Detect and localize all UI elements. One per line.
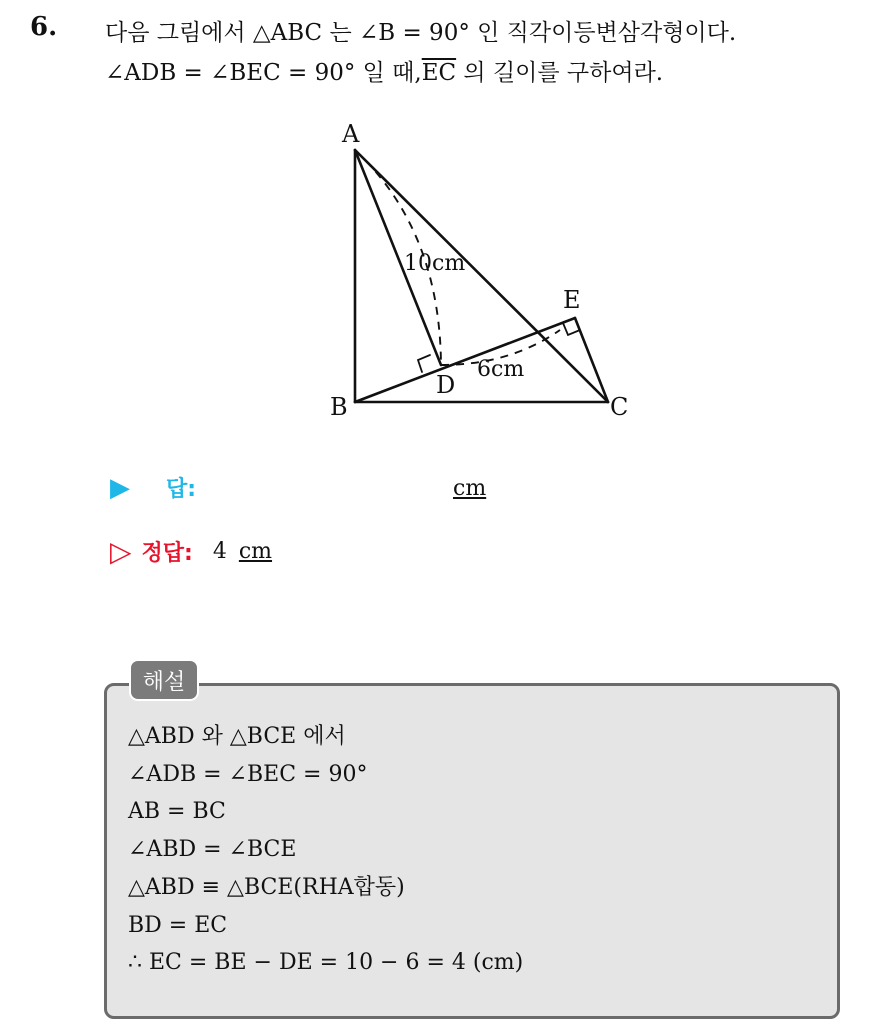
measure-ad: 10cm (404, 251, 466, 276)
answer-row (110, 472, 196, 503)
right-angle-mark-d (418, 355, 430, 372)
question-segment-ec: $\overline{EC}$ (421, 60, 457, 86)
solution-line-7: ∴ EC = BE − DE = 10 − 6 = 4 (cm) (128, 950, 524, 976)
solution-line-3: AB = BC (128, 799, 226, 825)
label-a: A (342, 120, 360, 148)
label-d: D (436, 371, 456, 399)
solution-line-2: ∠ADB = ∠BEC = 90° (128, 761, 368, 787)
question-text-line1: 다음 그림에서 △ABC 는 ∠B = 90° 인 직각이등변삼각형이다. (105, 20, 737, 46)
label-c: C (610, 393, 629, 421)
solution-line-5: △ABD ≡ △BCE(RHA합동) (128, 874, 405, 900)
answer-arrow-icon: ▶ (110, 472, 130, 503)
triangle-figure (320, 110, 640, 430)
solution-line-4: ∠ABD = ∠BCE (128, 837, 297, 863)
solution-line-1: △ABD 와 △BCE 에서 (128, 724, 346, 749)
solution-line-6: BD = EC (128, 912, 228, 938)
question-line2-prefix: ∠ADB = ∠BEC = 90° 일 때, (105, 60, 422, 86)
answer-label: 답: (166, 477, 197, 502)
segment-be (355, 318, 575, 402)
correct-row (110, 535, 272, 568)
correct-label: 정답: (141, 541, 193, 566)
correct-unit: cm (238, 539, 273, 564)
correct-value: 4 (212, 539, 227, 564)
solution-lines (128, 718, 523, 982)
correct-arrow-icon: ▷ (110, 535, 132, 568)
question-line2-suffix: 의 길이를 구하여라. (456, 60, 664, 86)
solution-tag: 해설 (129, 659, 199, 701)
answer-unit: cm (453, 476, 487, 501)
question-number: 6. (30, 12, 58, 42)
measure-de: 6cm (477, 357, 525, 382)
label-e: E (563, 286, 581, 314)
question-text-line2 (105, 54, 663, 87)
label-b: B (330, 393, 348, 421)
